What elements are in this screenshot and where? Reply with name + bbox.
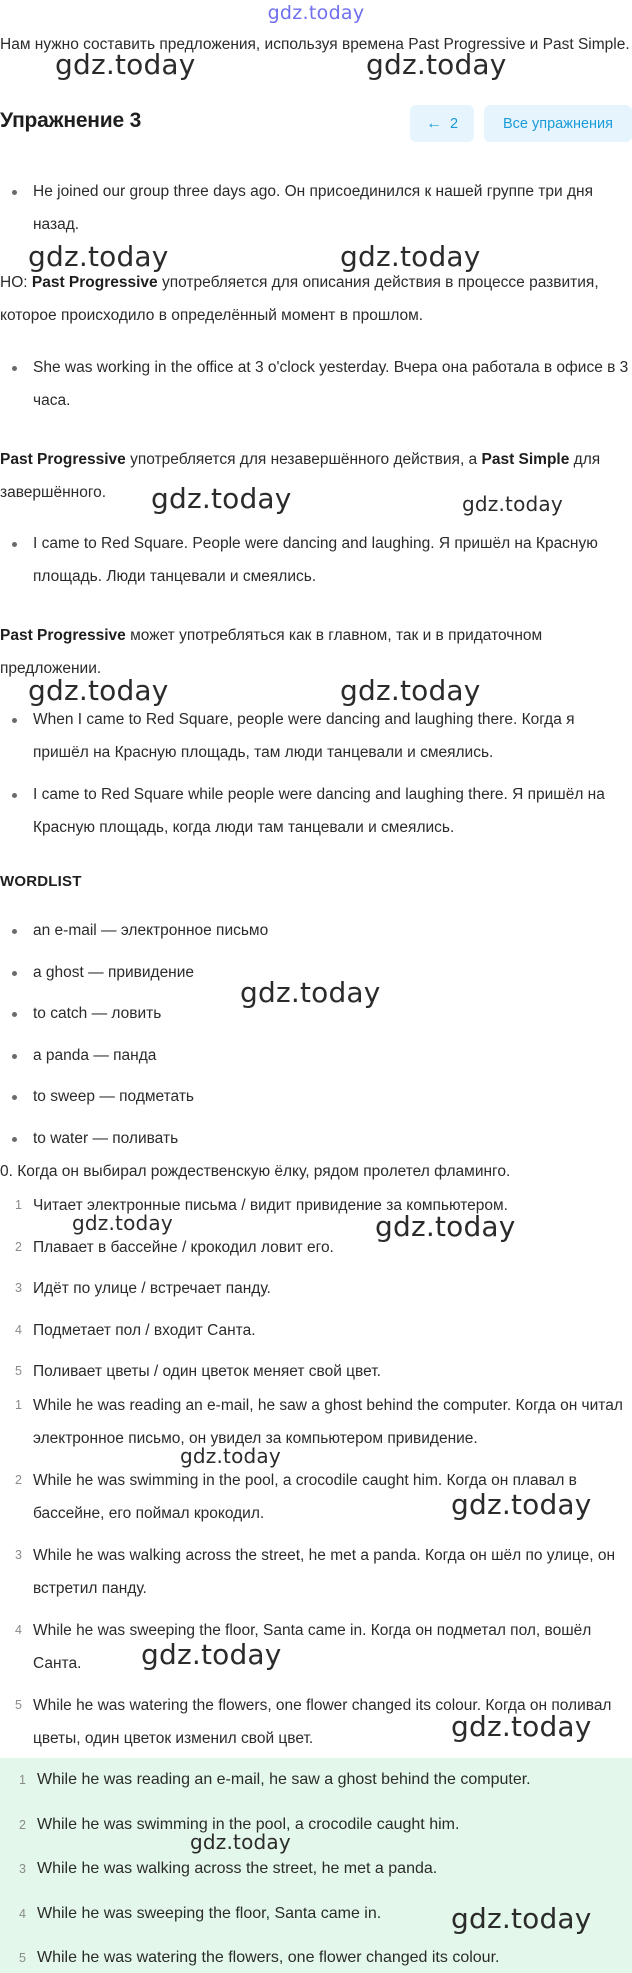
site-logo[interactable]: gdz.today xyxy=(267,2,365,24)
final-answer-text: While he was sweeping the floor, Santa came in. xyxy=(37,1904,382,1922)
task-text: Плавает в бассейне / крокодил ловит его. xyxy=(33,1238,334,1256)
intro-text: Нам нужно составить предложения, используя времена Past Progressive и Past Simple. xyxy=(0,36,630,53)
answer-text: While he was watering the flowers, one flower changed its colour. Когда он поливал цветы, один цветок изменил свой цвет. xyxy=(33,1697,612,1747)
item-number: 1 xyxy=(15,1198,22,1212)
previous-exercise-button[interactable] xyxy=(410,105,474,142)
rule-text: может употребляться как в главном, так и в придаточном предложении. xyxy=(0,627,543,677)
final-answer-text: While he was swimming in the pool, a crocodile caught him. xyxy=(37,1815,460,1833)
list-item: I came to Red Square. People were dancing and laughing. Я пришёл на Красную площадь. Люди танцевали и смеялись. xyxy=(0,527,632,593)
final-answer-item xyxy=(2,1936,632,1973)
watermark: gdz.today xyxy=(28,674,169,707)
item-number: 2 xyxy=(19,1817,26,1832)
answer-item xyxy=(0,1614,632,1680)
wordlist-item: a panda — панда xyxy=(0,1035,632,1077)
exercise-header xyxy=(0,105,632,145)
watermark: gdz.today xyxy=(72,1211,173,1235)
task-text: Подметает пол / входит Санта. xyxy=(33,1321,256,1339)
rule-paragraph-1 xyxy=(0,266,632,332)
item-number: 5 xyxy=(19,1951,26,1965)
arrow-left-icon: ← xyxy=(425,114,442,132)
watermark: gdz.today xyxy=(451,1710,592,1743)
rule-text: для завершённого. xyxy=(0,451,601,501)
watermark: gdz.today xyxy=(180,1444,281,1468)
wordlist-item: to sweep — подметать xyxy=(0,1076,632,1118)
answer-item xyxy=(0,1389,632,1455)
item-number: 5 xyxy=(15,1698,22,1712)
task-text: Читает электронные письма / видит привидение за компьютером. xyxy=(33,1197,508,1214)
example-zero: 0. Когда он выбирал рождественскую ёлку, рядом пролетел фламинго. xyxy=(0,1163,511,1180)
watermark: gdz.today xyxy=(366,48,507,81)
list-item: She was working in the office at 3 o'clock yesterday. Вчера она работала в офисе в 3 часа. xyxy=(0,351,632,417)
final-answer-item xyxy=(2,1892,632,1937)
item-number: 3 xyxy=(15,1281,22,1295)
previous-exercise-label: 2 xyxy=(449,115,459,132)
wordlist-heading: WORDLIST xyxy=(0,873,82,890)
rule-term: Past Progressive xyxy=(0,451,126,468)
example-list-3 xyxy=(0,527,632,593)
watermark: gdz.today xyxy=(340,674,481,707)
final-answer-item xyxy=(2,1803,632,1848)
final-answer-text: While he was watering the flowers, one flower changed its colour. xyxy=(37,1949,500,1966)
wordlist xyxy=(0,910,632,1159)
answer-text: While he was sweeping the floor, Santa came in. Когда он подметал пол, вошёл Санта. xyxy=(33,1622,592,1672)
example-list-1 xyxy=(0,175,632,241)
task-item xyxy=(0,1189,632,1231)
watermark: gdz.today xyxy=(28,240,169,273)
rule-text: употребляется для незавершённого действия, а xyxy=(125,451,482,468)
task-text: Идёт по улице / встречает панду. xyxy=(33,1280,271,1297)
task-item xyxy=(0,1314,632,1356)
exercise-title: Упражнение 3 xyxy=(0,109,142,132)
watermark: gdz.today xyxy=(451,1902,592,1935)
example-list-2 xyxy=(0,351,632,417)
final-answer-text: While he was walking across the street, he met a panda. xyxy=(37,1860,438,1877)
item-number: 3 xyxy=(15,1548,22,1562)
item-number: 1 xyxy=(19,1773,26,1787)
item-number: 1 xyxy=(15,1398,22,1412)
watermark: gdz.today xyxy=(451,1488,592,1521)
watermark: gdz.today xyxy=(190,1830,291,1854)
watermark: gdz.today xyxy=(240,976,381,1009)
item-number: 3 xyxy=(19,1862,26,1876)
answer-text: While he was swimming in the pool, a crocodile caught him. Когда он плавал в бассейне, его поймал крокодил. xyxy=(33,1472,577,1522)
watermark: gdz.today xyxy=(375,1210,516,1243)
watermark: gdz.today xyxy=(340,240,481,273)
rule-term: Past Progressive xyxy=(0,627,126,644)
rule-paragraph-3 xyxy=(0,619,632,685)
answer-item xyxy=(0,1689,632,1755)
answer-list xyxy=(0,1389,632,1764)
rule-term: Past Simple xyxy=(481,451,570,468)
watermark: gdz.today xyxy=(462,492,563,516)
task-list xyxy=(0,1189,632,1397)
final-answer-item xyxy=(2,1758,632,1803)
wordlist-item: a ghost — привидение xyxy=(0,952,632,994)
wordlist-item: an e-mail — электронное письмо xyxy=(0,910,632,952)
task-item xyxy=(0,1272,632,1314)
answer-item xyxy=(0,1539,632,1605)
wordlist-item: to catch — ловить xyxy=(0,993,632,1035)
rule-text: употребляется для описания действия в процессе развития, которое происходило в определённый момент в прошлом. xyxy=(0,274,599,324)
item-number: 2 xyxy=(15,1239,22,1254)
item-number: 5 xyxy=(15,1364,22,1378)
list-item: I came to Red Square while people were dancing and laughing there. Я пришёл на Красную площадь, когда люди там танцевали и смеялись. xyxy=(0,778,632,844)
wordlist-item: to water — поливать xyxy=(0,1118,632,1160)
example-list-4 xyxy=(0,703,632,844)
rule-prefix: НО: xyxy=(0,274,32,291)
watermark: gdz.today xyxy=(141,1638,282,1671)
rule-paragraph-2 xyxy=(0,443,632,509)
rule-term: Past Progressive xyxy=(31,274,158,291)
all-exercises-button[interactable]: Все упражнения xyxy=(484,105,632,142)
item-number: 4 xyxy=(19,1906,26,1921)
final-answer-text: While he was reading an e-mail, he saw a ghost behind the computer. xyxy=(37,1771,531,1788)
item-number: 4 xyxy=(15,1322,22,1337)
answer-text: While he was walking across the street, he met a panda. Когда он шёл по улице, он встретил панду. xyxy=(33,1547,616,1597)
watermark: gdz.today xyxy=(151,482,292,515)
task-item xyxy=(0,1231,632,1273)
final-answer-item xyxy=(2,1847,632,1892)
watermark: gdz.today xyxy=(55,48,196,81)
answer-text: While he was reading an e-mail, he saw a ghost behind the computer. Когда он читал электронное письмо, он увидел за компьютером привидение. xyxy=(33,1397,623,1447)
final-answer-list xyxy=(0,1758,632,1973)
task-text: Поливает цветы / один цветок меняет свой цвет. xyxy=(33,1363,381,1380)
list-item: He joined our group three days ago. Он присоединился к нашей группе три дня назад. xyxy=(0,175,632,241)
answer-item xyxy=(0,1464,632,1530)
item-number: 2 xyxy=(15,1473,22,1487)
list-item: When I came to Red Square, people were dancing and laughing there. Когда я пришёл на Красную площадь, там люди танцевали и смеялись. xyxy=(0,703,632,769)
item-number: 4 xyxy=(15,1623,22,1637)
